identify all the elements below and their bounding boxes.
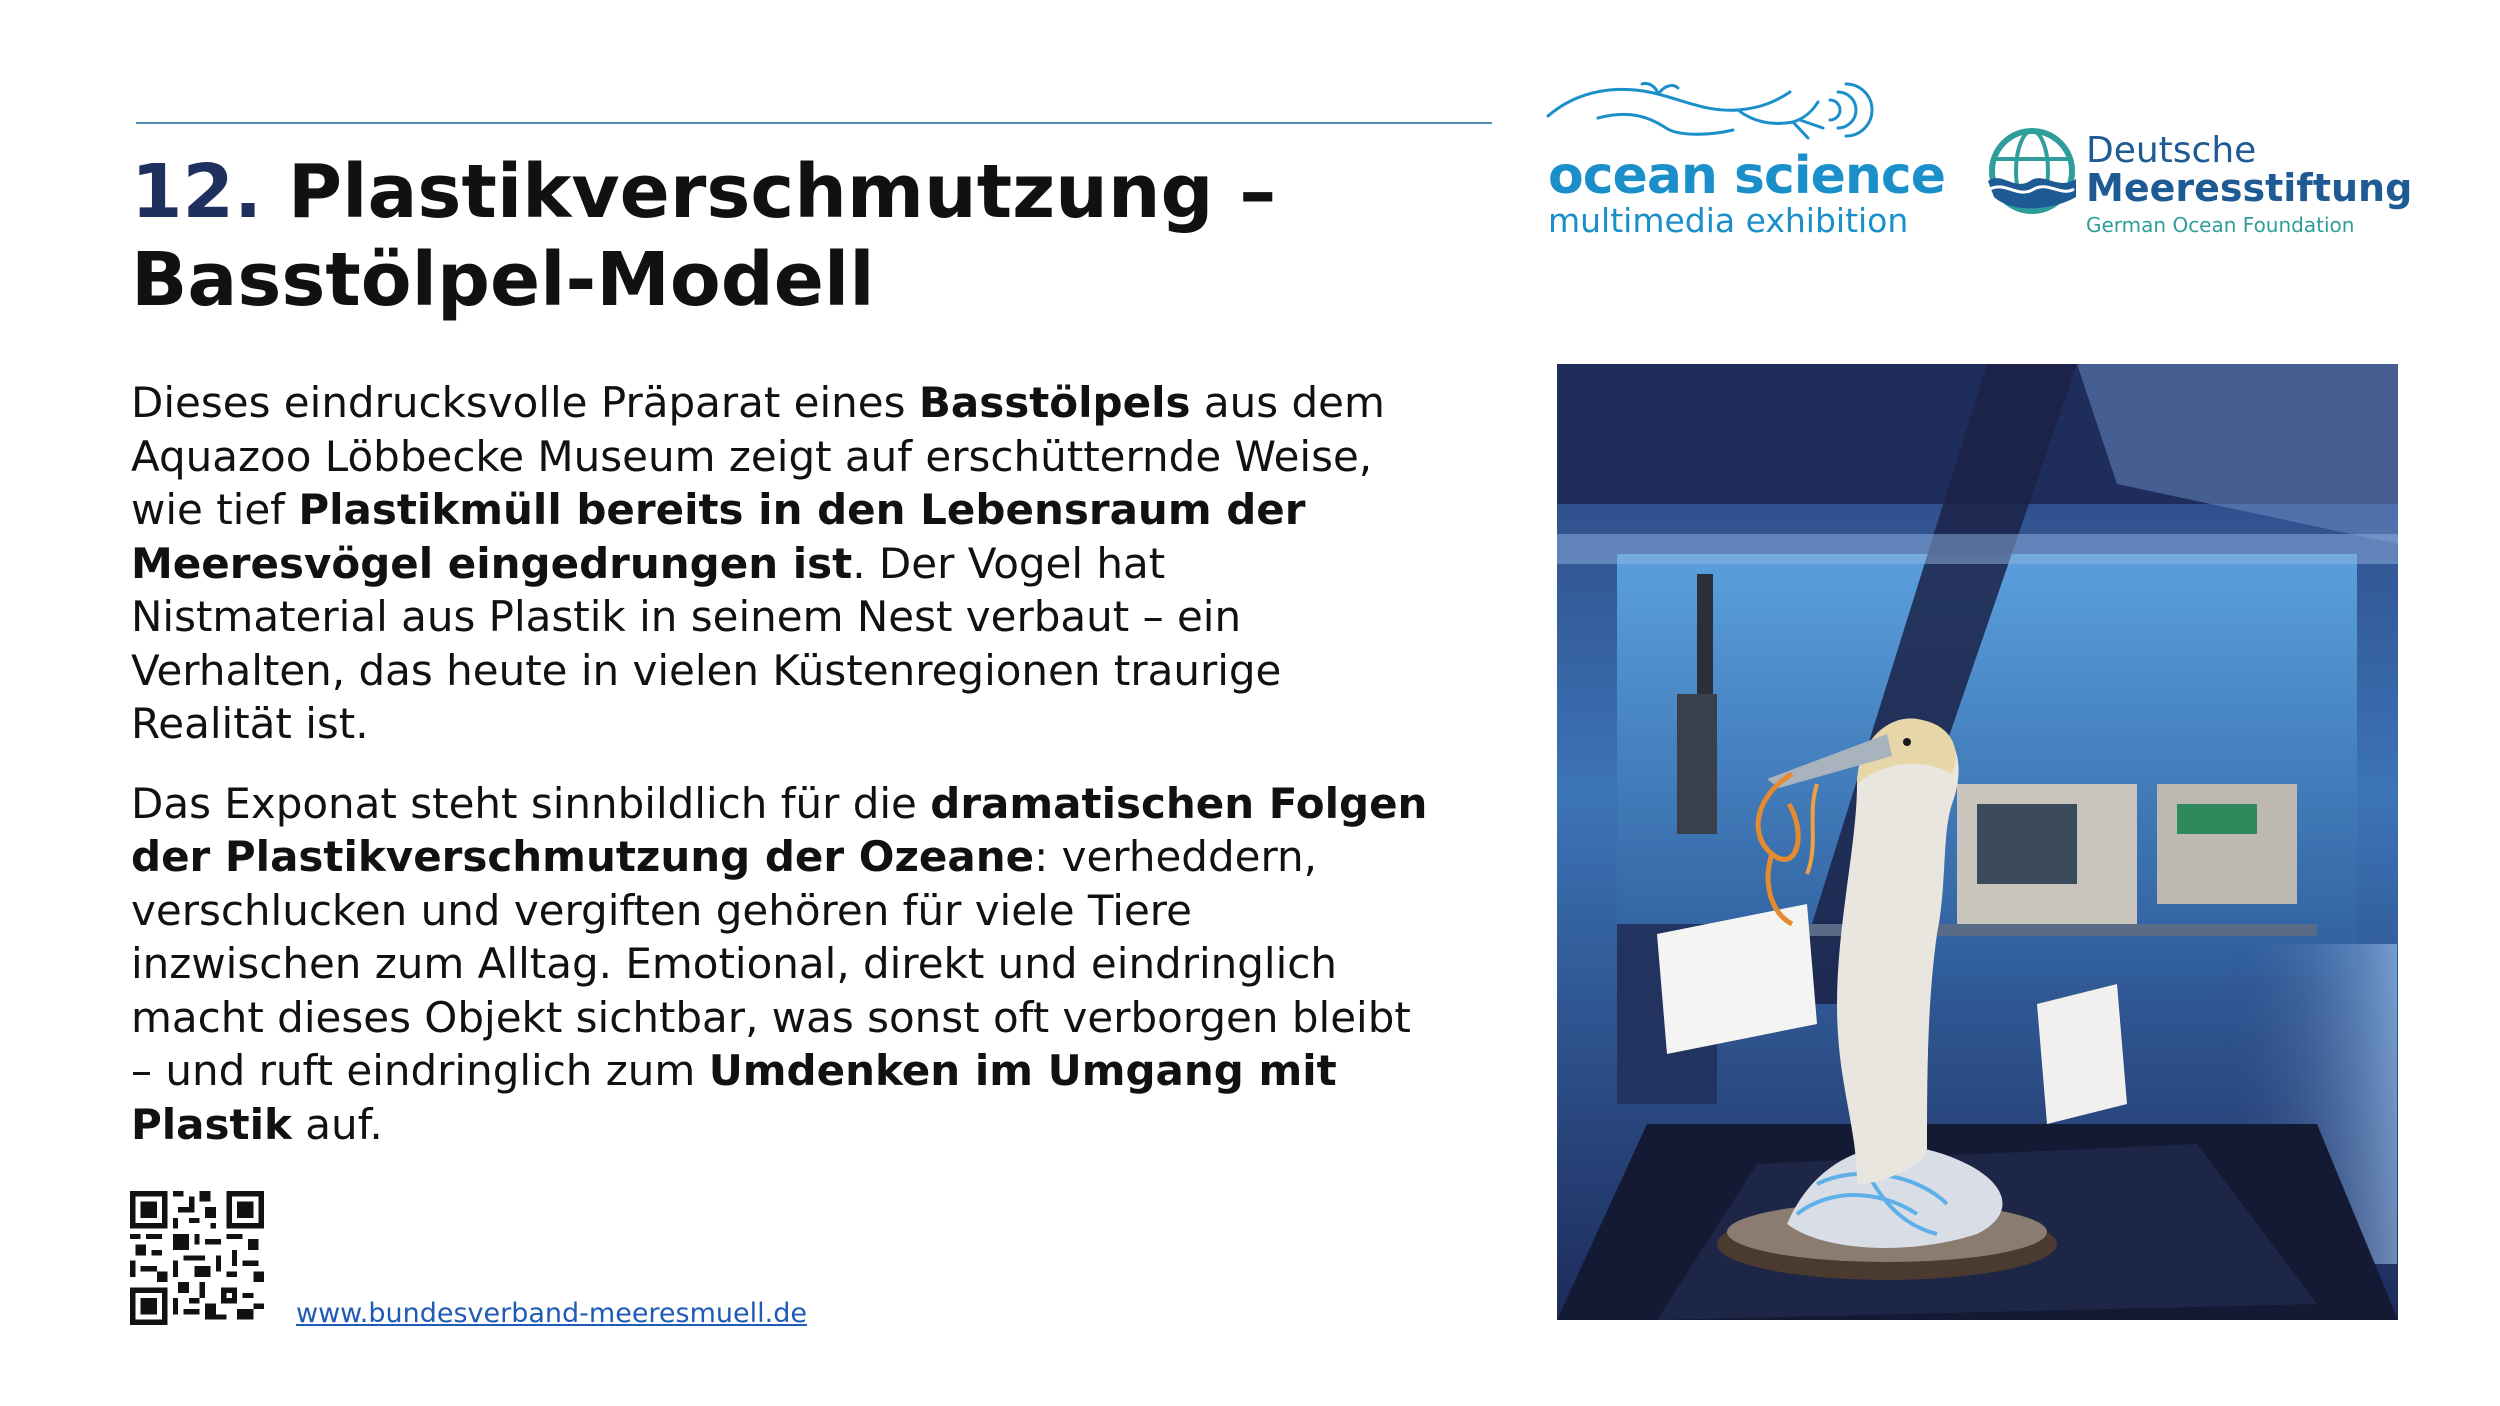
website-link[interactable]: www.bundesverband-meeresmuell.de — [296, 1298, 807, 1329]
whale-diver-icon — [1538, 78, 1918, 153]
header-rule — [136, 122, 1492, 124]
paragraph-1-text-2: aus dem Aquazoo Löbbecke Museum zeigt auf erschütternde Weise, wie tief — [131, 378, 1385, 534]
paragraph-2-bold-1: dramatischen Folgen der Plastikverschmutzung der Ozeane — [131, 778, 1428, 881]
title-number: 12. — [131, 149, 263, 235]
paragraph-1-bold-1: Basstölpels — [918, 378, 1191, 427]
paragraph-2-text-2: : verheddern, verschlucken und vergiften gehören für viele Tiere inzwischen zum Alltag. Emotional, direkt und eindringlich macht dieses Objekt sichtbar, was sonst oft verborgen bleibt – und ruft eindringlich zum — [131, 832, 1411, 1095]
slide-title — [131, 148, 1511, 324]
paragraph-1-text-3: . Der Vogel hat Nistmaterial aus Plastik in seinem Nest verbaut – ein Verhalten, das heute in vielen Küstenregionen traurige Realität ist. — [131, 538, 1282, 748]
paragraph-1 — [131, 376, 1431, 751]
foundation-name-line-1: Deutsche — [2086, 130, 2257, 171]
foundation-name-line-2: Meeresstiftung — [2086, 166, 2413, 210]
ocean-science-logo — [1538, 78, 1946, 248]
qr-code-icon[interactable] — [130, 1191, 264, 1325]
foundation-tagline: German Ocean Foundation — [2086, 213, 2355, 237]
paragraph-2-text-1: Das Exponat steht sinnbildlich für die — [131, 778, 931, 828]
body-text — [131, 376, 1431, 1177]
title-line-1: Plastikverschmutzung – — [287, 149, 1277, 235]
paragraph-1-bold-2: Plastikmüll bereits in den Lebensraum der Meeresvögel eingedrungen ist — [131, 485, 1306, 588]
paragraph-2 — [131, 777, 1431, 1152]
ocean-science-subtitle: multimedia exhibition — [1548, 201, 1909, 240]
paragraph-1-text-1: Dieses eindrucksvolle Präparat eines — [131, 378, 919, 427]
title-line-2: Basstölpel-Modell — [131, 237, 875, 323]
deutsche-meeresstiftung-logo — [1984, 125, 2434, 245]
ocean-science-name: ocean science — [1548, 146, 1946, 206]
globe-waves-icon — [1984, 125, 2080, 221]
paragraph-2-text-3: auf. — [291, 1099, 383, 1149]
exhibit-photo — [1557, 364, 2398, 1320]
gannet-exhibit-image — [1557, 364, 2398, 1320]
paragraph-2-bold-2: Umdenken im Umgang mit Plastik — [131, 1046, 1337, 1149]
